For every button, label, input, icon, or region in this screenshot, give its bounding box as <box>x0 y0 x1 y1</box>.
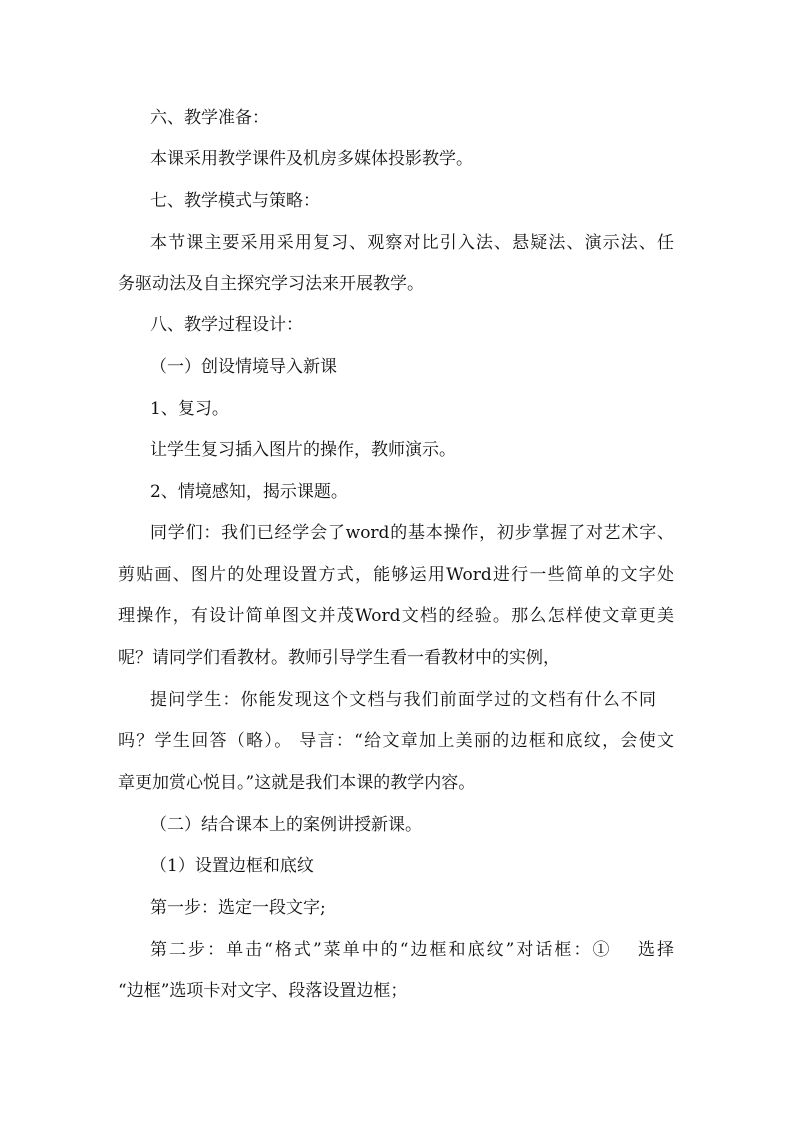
section6-heading: 六、教学准备： <box>150 108 269 128</box>
question-line3: 章更加赏心悦目。”这就是我们本课的教学内容。 <box>118 773 476 793</box>
section7-text-line1: 本节课主要采用采用复习、观察对比引入法、悬疑法、演示法、任 <box>150 233 674 253</box>
step1-text: 第一步：选定一段文字; <box>150 898 326 918</box>
question-line2: 吗？学生回答（略）。 导言：“给文章加上美丽的边框和底纹，会使文 <box>118 731 674 751</box>
intro-line1: 同学们：我们已经学会了word的基本操作，初步掌握了对艺术字、 <box>150 523 674 543</box>
item2-heading: 2、情境感知，揭示课题。 <box>150 482 348 502</box>
intro-line3: 理操作，有设计简单图文并茂Word文档的经验。那么怎样使文章更美 <box>118 606 674 626</box>
part1-heading: （一）创设情境导入新课 <box>150 357 337 377</box>
part2-heading: （二）结合课本上的案例讲授新课。 <box>150 815 422 835</box>
question-line1: 提问学生：你能发现这个文档与我们前面学过的文档有什么不同 <box>150 690 656 710</box>
step2-line2: “边框”选项卡对文字、段落设置边框； <box>118 981 408 1001</box>
intro-line2: 剪贴画、图片的处理设置方式，能够运用Word进行一些简单的文字处 <box>118 565 674 585</box>
section7-text-line2: 务驱动法及自主探究学习法来开展教学。 <box>118 274 424 294</box>
item1-text: 让学生复习插入图片的操作，教师演示。 <box>150 440 456 460</box>
intro-line4: 呢？请同学们看教材。教师引导学生看一看教材中的实例， <box>118 648 560 668</box>
section6-text: 本课采用教学课件及机房多媒体投影教学。 <box>150 149 473 169</box>
step2-line1: 第二步：单击“格式”菜单中的“边框和底纹”对话框：① 选择 <box>150 940 674 960</box>
sub1-heading: （1）设置边框和底纹 <box>150 856 314 876</box>
item1-heading: 1、复习。 <box>150 399 229 419</box>
section7-heading: 七、教学模式与策略： <box>150 191 320 211</box>
section8-heading: 八、教学过程设计： <box>150 315 303 335</box>
